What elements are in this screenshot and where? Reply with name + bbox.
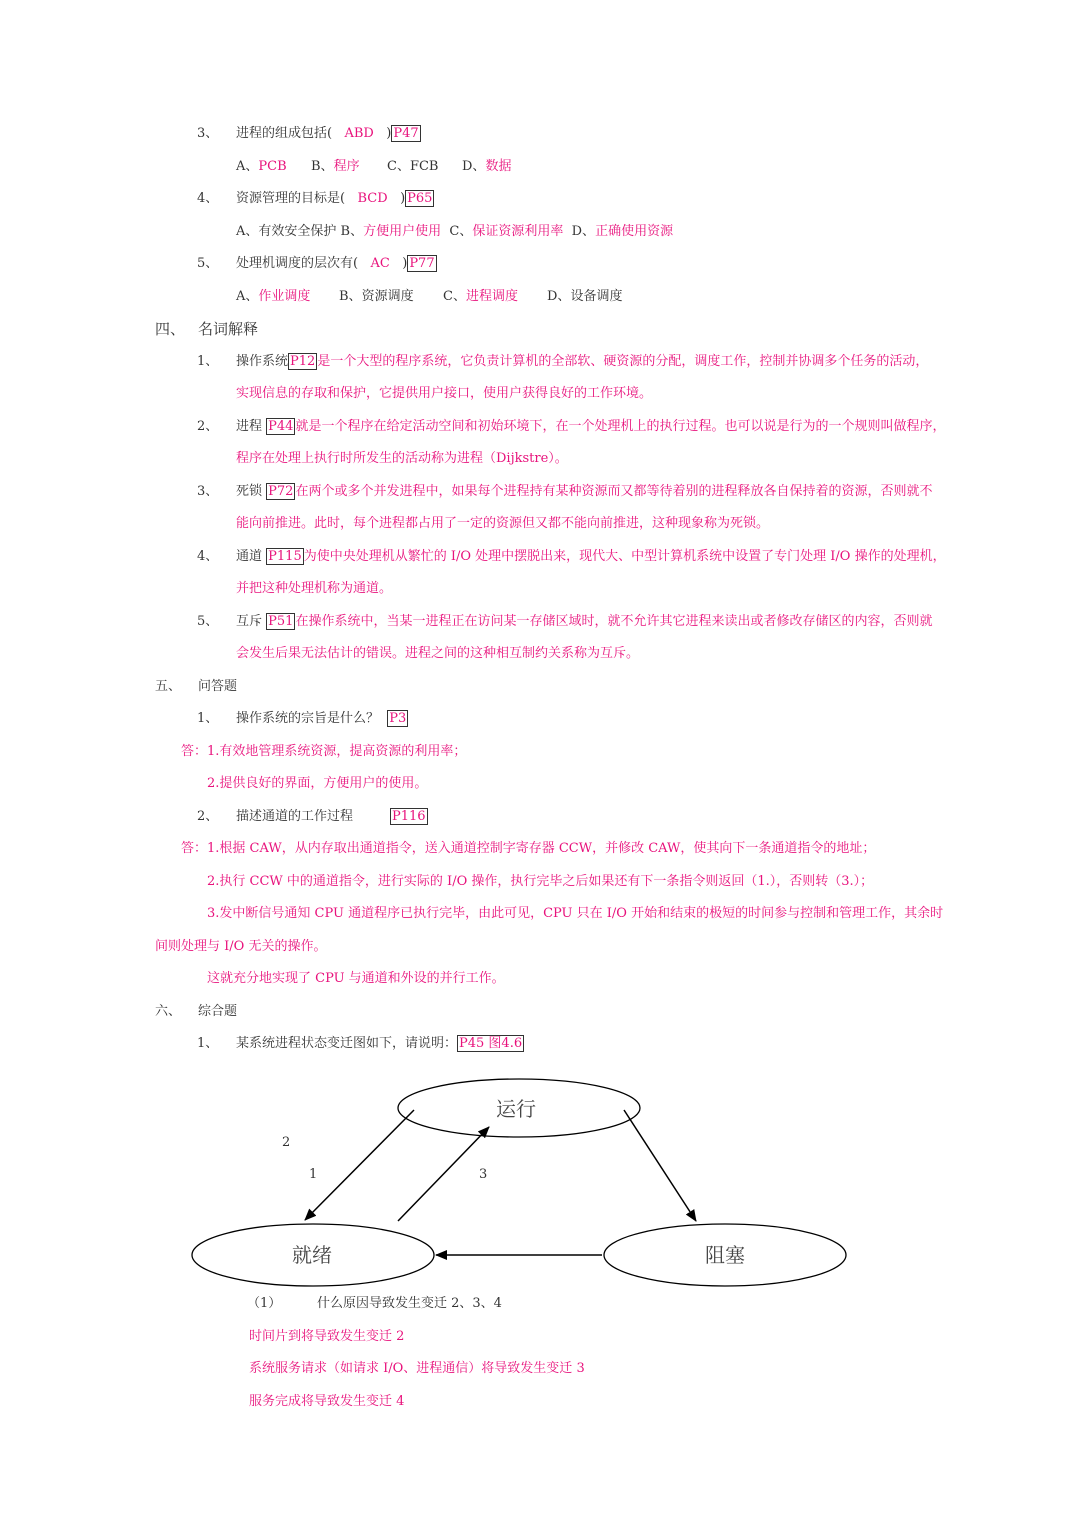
- blocked-state-label: 阻塞: [705, 1243, 745, 1267]
- q3-number: 3、: [197, 126, 219, 141]
- q3-option-d: D、数据: [462, 159, 512, 174]
- q5-option-b: B、资源调度: [339, 289, 414, 304]
- term-2-number: 2、: [197, 419, 219, 434]
- qa2-page-ref: P116: [392, 809, 426, 824]
- q4-page-ref: P65: [407, 191, 433, 206]
- term-1-line2: 实现信息的存取和保护，它提供用户接口，使用户获得良好的工作环境。: [236, 386, 653, 401]
- q5-close: ): [402, 256, 408, 271]
- q5-option-d: D、设备调度: [547, 289, 623, 304]
- qa1-answer-2: 2.提供良好的界面，方便用户的使用。: [207, 776, 428, 791]
- term-2-line1: 进程 P44 就是一个程序在给定活动空间和初始环境下，在一个处理机上的执行过程。也可以说是行为的一个规则叫做程序，: [236, 419, 946, 434]
- qa2-answer-3: 3.发中断信号通知 CPU 通道程序已执行完毕，由此可见，CPU 只在 I/O 开始和结束的极短的时间参与控制和管理工作，其余时: [207, 906, 944, 921]
- qa2-answer-1: 答：1.根据 CAW，从内存取出通道指令，送入通道控制字寄存器 CCW，并修改 CAW，使其向下一条通道指令的地址；: [181, 841, 876, 856]
- transition-label-2: 2: [282, 1135, 291, 1150]
- q3-option-c: C、FCB: [387, 159, 439, 174]
- sub1-question: 什么原因导致发生变迁 2、3、4: [317, 1296, 502, 1311]
- q3-page-ref: P47: [393, 126, 419, 141]
- section-4-title: 名词解释: [198, 320, 259, 338]
- q4-answer: BCD: [357, 191, 388, 206]
- term-2-line2: 程序在处理上执行时所发生的活动称为进程（Dijkstre）。: [236, 451, 568, 466]
- qa2-answer-5: 这就充分地实现了 CPU 与通道和外设的并行工作。: [207, 971, 505, 986]
- term-1-page-ref: P12: [290, 354, 316, 369]
- term-4-number: 4、: [197, 549, 219, 564]
- term-5-number: 5、: [197, 614, 219, 629]
- arrow-run-to-blocked: [624, 1110, 696, 1221]
- q4-close: ): [400, 191, 406, 206]
- transition-label-3: 3: [479, 1167, 488, 1182]
- q5-option-c: C、进程调度: [443, 289, 518, 304]
- q3-option-b: B、程序: [311, 159, 360, 174]
- c1-page-ref: P45 图4.6: [459, 1036, 523, 1051]
- term-4-line2: 并把这种处理机称为通道。: [236, 581, 393, 596]
- term-2-page-ref: P44: [268, 419, 294, 434]
- term-1-number: 1、: [197, 354, 219, 369]
- term-3-number: 3、: [197, 484, 219, 499]
- c1-number: 1、: [197, 1036, 219, 1051]
- qa2-number: 2、: [197, 809, 219, 824]
- sub1-answer-1: 时间片到将导致发生变迁 2: [249, 1329, 405, 1344]
- section-4-number: 四、: [155, 320, 186, 338]
- run-state-label: 运行: [496, 1097, 536, 1121]
- sub1-answer-3: 服务完成将导致发生变迁 4: [249, 1394, 405, 1409]
- qa1-question: 操作系统的宗旨是什么？ P3: [236, 711, 407, 726]
- q3-text: 进程的组成包括(: [236, 126, 333, 141]
- term-4-page-ref: P115: [268, 549, 302, 564]
- q5-option-a: A、作业调度: [236, 289, 311, 304]
- term-3-line2: 能向前推进。此时，每个进程都占用了一定的资源但又都不能向前推进，这种现象称为死锁。: [236, 516, 770, 531]
- qa1-answer-1: 答：1.有效地管理系统资源，提高资源的利用率；: [181, 744, 467, 759]
- q5-page-ref: P77: [409, 256, 435, 271]
- q3-option-a: A、PCB: [236, 159, 287, 174]
- qa2-question: 描述通道的工作过程: [236, 809, 354, 824]
- c1-text: 某系统进程状态变迁图如下，请说明： P45 图4.6: [236, 1036, 523, 1051]
- ready-state-label: 就绪: [292, 1243, 332, 1267]
- sub1-answer-2: 系统服务请求（如请求 I/O、进程通信）将导致发生变迁 3: [249, 1361, 585, 1376]
- q3-answer: ABD: [344, 126, 374, 141]
- q5-number: 5、: [197, 256, 219, 271]
- arrow-ready-to-run: [398, 1127, 489, 1221]
- q4-options: A、有效安全保护 B、方便用户使用 C、保证资源利用率 D、正确使用资源: [236, 224, 674, 239]
- section-6-title: 综合题: [198, 1004, 238, 1019]
- qa1-number: 1、: [197, 711, 219, 726]
- section-6-number: 六、: [155, 1004, 182, 1019]
- section-5-number: 五、: [155, 679, 182, 694]
- q3-close: ): [386, 126, 392, 141]
- qa2-answer-4: 间则处理与 I/O 无关的操作。: [155, 939, 327, 954]
- term-5-line1: 互斥 P51 在操作系统中，当某一进程正在访问某一存储区域时，就不允许其它进程来读出或者修改存储区的内容，否则就: [236, 614, 933, 629]
- sub1-number: （1）: [247, 1296, 282, 1311]
- term-3-page-ref: P72: [268, 484, 294, 499]
- q5-answer: AC: [370, 256, 390, 271]
- term-4-line1: 通道 P115 为使中央处理机从繁忙的 I/O 处理中摆脱出来，现代大、中型计算机系统中设置了专门处理 I/O 操作的处理机，: [236, 549, 946, 564]
- transition-label-1: 1: [309, 1167, 318, 1182]
- term-5-line2: 会发生后果无法估计的错误。进程之间的这种相互制约关系称为互斥。: [236, 646, 640, 661]
- section-5-title: 问答题: [198, 679, 238, 694]
- q4-number: 4、: [197, 191, 219, 206]
- term-3-line1: 死锁 P72 在两个或多个并发进程中，如果每个进程持有某种资源而又都等待着别的进程释放各自保持着的资源，否则就不: [236, 484, 933, 499]
- q4-text: 资源管理的目标是(: [236, 191, 346, 206]
- qa1-page-ref: P3: [389, 711, 407, 726]
- term-5-page-ref: P51: [268, 614, 294, 629]
- q5-text: 处理机调度的层次有(: [236, 256, 359, 271]
- term-1-line1: 操作系统 P12 是一个大型的程序系统，它负责计算机的全部软、硬资源的分配，调度工作，控制并协调多个任务的活动，: [236, 354, 929, 369]
- arrow-run-to-ready: [305, 1110, 414, 1220]
- qa2-answer-2: 2.执行 CCW 中的通道指令，进行实际的 I/O 操作，执行完毕之后如果还有下一条指令则返回（1.），否则转（3.）；: [207, 874, 874, 889]
